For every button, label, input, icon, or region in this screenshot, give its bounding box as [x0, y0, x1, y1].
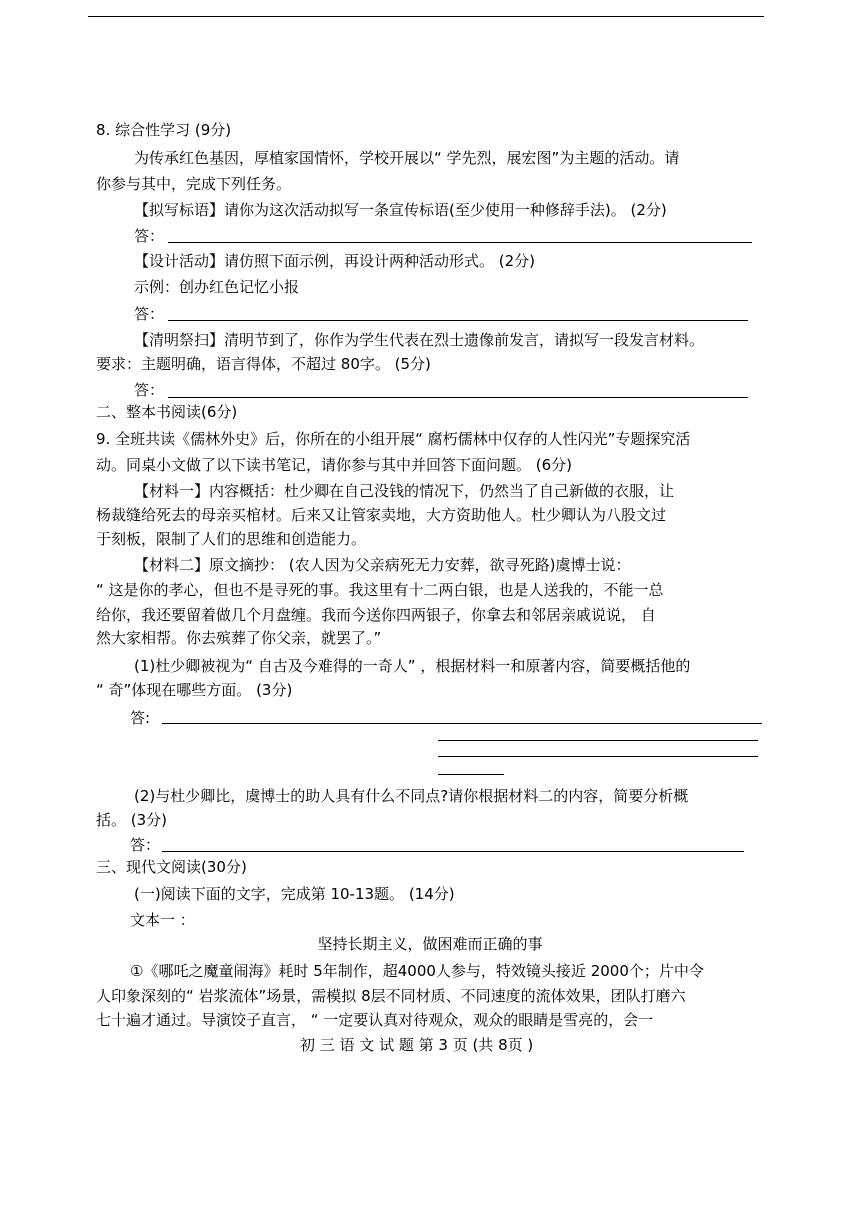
material-2-line-2: “ 这是你的孝心，但也不是寻死的事。我这里有十二两白银，也是人送我的，不能一总 — [96, 581, 664, 599]
material-1-line-1: 【材料一】内容概括：杜少卿在自己没钱的情况下，仍然当了自己新做的衣服，让 — [134, 482, 675, 500]
task-speech-line-1: 【清明祭扫】清明节到了，你作为学生代表在烈士遗像前发言，请拟写一段发言材料。 — [134, 331, 705, 349]
answer-line-speech[interactable] — [168, 397, 748, 398]
article-title: 坚持长期主义，做困难而正确的事 — [317, 935, 543, 953]
question-8-title: 8. 综合性学习 (9分) — [96, 121, 232, 139]
task-speech-line-2: 要求：主题明确，语言得体，不超过 80字。 (5分) — [96, 355, 431, 373]
page-footer: 初 三 语 文 试 题 第 3 页 (共 8页 ) — [300, 1036, 534, 1054]
section-3-heading: 三、现代文阅读(30分) — [96, 858, 247, 876]
answer-label: 答: — [130, 709, 151, 727]
answer-line-slogan[interactable] — [168, 242, 752, 243]
sub-question-1-line-1: (1)杜少卿被视为“ 自古及今难得的一奇人” ，根据材料一和原著内容，简要概括他的 — [134, 657, 691, 675]
answer-line-q9-1b[interactable] — [438, 740, 758, 741]
sub-question-1-line-2: “ 奇”体现在哪些方面。 (3分) — [96, 681, 293, 699]
task-slogan: 【拟写标语】请你为这次活动拟写一条宣传标语(至少使用一种修辞手法)。 (2分) — [134, 201, 667, 219]
text-one-label: 文本一 ： — [130, 911, 195, 929]
material-1-line-3: 于刻板，限制了人们的思维和创造能力。 — [96, 530, 367, 548]
article-paragraph-1-line-3: 七十遍才通过。导演饺子直言， “ 一定要认真对待观众，观众的眼睛是雪亮的，会一 — [96, 1011, 654, 1029]
answer-label: 答： — [134, 227, 165, 245]
article-paragraph-1-line-1: ①《哪吒之魔童闹海》耗时 5年制作，超4000人参与，特效镜头接近 2000个；片中令 — [130, 962, 704, 980]
sub-question-2-line-2: 括。 (3分) — [96, 811, 168, 829]
answer-line-q9-1d[interactable] — [438, 774, 504, 775]
header-rule — [88, 16, 764, 17]
answer-line-q9-1[interactable] — [162, 723, 762, 724]
material-2-line-4: 然大家相帮。你去殡葬了你父亲，就罢了。” — [96, 629, 382, 647]
material-1-line-2: 杨裁缝给死去的母亲买棺材。后来又让管家卖地，大方资助他人。杜少卿认为八股文过 — [96, 506, 667, 524]
answer-label: 答： — [134, 305, 165, 323]
question-9-line-2: 动。同桌小文做了以下读书笔记，请你参与其中并回答下面问题。 (6分) — [96, 456, 573, 474]
article-paragraph-1-line-2: 人印象深刻的“ 岩浆流体”场景，需模拟 8层不同材质、不同速度的流体效果，团队打磨六 — [96, 987, 686, 1005]
answer-line-q9-1c[interactable] — [438, 756, 758, 757]
material-2-line-3: 给你，我还要留着做几个月盘缠。我而今送你四两银子，你拿去和邻居亲戚说说， 自 — [96, 606, 656, 624]
section-3-subheading: (一)阅读下面的文字，完成第 10-13题。 (14分) — [134, 885, 455, 903]
material-2-line-1: 【材料二】原文摘抄： (农人因为父亲病死无力安葬，欲寻死路)虞博士说： — [134, 556, 631, 574]
answer-line-activity[interactable] — [168, 320, 748, 321]
section-2-heading: 二、整本书阅读(6分) — [96, 403, 238, 421]
question-8-intro-line-1: 为传承红色基因，厚植家国情怀，学校开展以“ 学先烈，展宏图”为主题的活动。请 — [134, 149, 680, 167]
answer-label: 答： — [134, 381, 165, 399]
answer-label: 答： — [130, 836, 161, 854]
activity-example: 示例：创办红色记忆小报 — [134, 278, 300, 296]
question-8-intro-line-2: 你参与其中，完成下列任务。 — [96, 175, 292, 193]
answer-line-q9-2[interactable] — [162, 851, 744, 852]
sub-question-2-line-1: (2)与杜少卿比，虞博士的助人具有什么不同点?请你根据材料二的内容，简要分析概 — [134, 787, 689, 805]
task-activity: 【设计活动】请仿照下面示例，再设计两种活动形式。 (2分) — [134, 252, 536, 270]
question-9-line-1: 9. 全班共读《儒林外史》后，你所在的小组开展“ 腐朽儒林中仅存的人性闪光”专题探究活 — [96, 430, 691, 448]
